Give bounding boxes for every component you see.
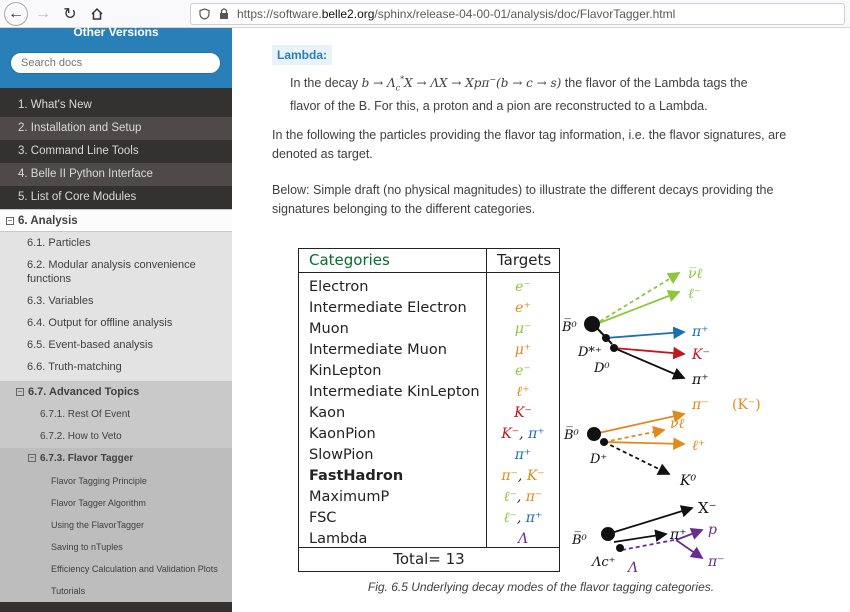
total-count: Total= 13 (393, 550, 465, 568)
target-part: π⁻ (525, 489, 543, 505)
toc-modular-analysis[interactable]: 6.2. Modular analysis convenience functions (27, 259, 196, 285)
toc-saving-ntuples[interactable]: Saving to nTuples (51, 542, 123, 552)
toc-using-flavortagger[interactable]: Using the FlavorTagger (51, 520, 145, 530)
table-row (299, 382, 559, 403)
category-label: Kaon (309, 405, 346, 421)
toc-variables[interactable]: 6.3. Variables (27, 295, 94, 307)
label-pi-plus-2: π⁺ (692, 372, 709, 388)
toc-tutorials[interactable]: Tutorials (51, 586, 86, 596)
figure-caption: Fig. 6.5 Underlying decay modes of the flavor tagging categories. (367, 580, 715, 594)
category-label: Muon (309, 321, 349, 337)
label-nu-l: νℓ (670, 416, 685, 432)
category-label: FastHadron (309, 468, 404, 484)
table-row (299, 277, 559, 298)
category-label: Intermediate Muon (309, 342, 447, 358)
url-bar[interactable] (190, 3, 845, 25)
header-targets: Targets (497, 251, 552, 269)
toc-truth-matching[interactable]: 6.6. Truth-matching (27, 361, 122, 373)
label-pi-plus-3: π⁺ (670, 527, 687, 543)
reload-icon[interactable]: ↻ (63, 5, 77, 23)
analysis-subtree (0, 232, 232, 381)
toc-flavor-algorithm[interactable]: Flavor Tagger Algorithm (51, 498, 146, 508)
table-rows (299, 277, 559, 550)
target-part: , (519, 426, 529, 442)
category-label: KinLepton (309, 363, 382, 379)
target-label (487, 424, 559, 445)
label-dstar: D*⁺ (578, 345, 602, 360)
label-b0-1: B̅⁰ (562, 320, 577, 335)
label-d0: D⁰ (594, 361, 610, 376)
toc-whats-new[interactable]: 1. What's New (18, 99, 92, 111)
browser-toolbar (0, 0, 850, 28)
target-label (487, 466, 559, 487)
label-pi-minus-2: π⁻ (708, 554, 725, 570)
targets-paragraph (272, 126, 832, 164)
back-arrow-icon[interactable]: ← (4, 2, 28, 26)
sidebar-header (0, 25, 232, 88)
lambda-text-line2: flavor of the B. For this, a proton and a pion are reconstructed to a Lambda. (290, 99, 708, 114)
label-pi-minus: π⁻ (692, 397, 709, 413)
target-label: e⁻ (515, 363, 531, 379)
toc-how-to-veto[interactable]: 6.7.2. How to Veto (40, 431, 122, 442)
label-b0-2: B̅⁰ (564, 428, 579, 443)
toc-analysis[interactable] (0, 209, 232, 232)
search-input[interactable] (10, 52, 221, 74)
decay-formula: $b \to \Lambda_c^*X \to \Lambda X \to Xp\pi^-(b \to c \to s)$ (361, 75, 562, 93)
toc-particles[interactable]: 6.1. Particles (27, 237, 91, 249)
toc-rest-of-event[interactable]: 6.7.1. Rest Of Event (40, 409, 131, 420)
label-k-minus-1: K⁻ (692, 347, 710, 363)
lambda-paragraph (290, 70, 830, 116)
label-lambda: Λ (628, 560, 639, 576)
target-part: , (516, 489, 526, 505)
category-label: KaonPion (309, 426, 376, 442)
category-label: Electron (309, 279, 369, 295)
home-icon[interactable] (85, 2, 109, 26)
label-b0-3: B̅⁰ (572, 533, 587, 548)
target-label: μ⁺ (514, 342, 532, 358)
toc-command-line-tools[interactable]: 3. Command Line Tools (18, 145, 139, 157)
toc-python-interface[interactable]: 4. Belle II Python Interface (0, 163, 232, 186)
category-label: FSC (309, 510, 337, 526)
lambda-text-post: the flavor of the Lambda tags the (561, 76, 748, 90)
lambda-heading: Lambda: (272, 45, 332, 65)
toc-core-modules[interactable]: 5. List of Core Modules (18, 191, 137, 203)
target-part: ℓ⁻ (503, 510, 517, 526)
target-part: K⁻ (501, 426, 520, 442)
toc-analysis-label: 6. Analysis (18, 215, 78, 227)
label-lambda-c: Λc⁺ (592, 555, 616, 570)
draft-paragraph (272, 181, 832, 219)
target-part: , (516, 510, 526, 526)
flavor-figure (298, 238, 786, 576)
forward-arrow-icon[interactable]: → (35, 4, 51, 22)
target-label: μ⁻ (514, 321, 532, 337)
toc-advanced-label: 6.7. Advanced Topics (28, 386, 140, 398)
table-row (299, 445, 559, 466)
toc-flavor-label: 6.7.3. Flavor Tagger (40, 453, 134, 464)
draft-line2: signatures belonging to the different categories. (272, 202, 536, 216)
table-row (299, 487, 559, 508)
toc-event-based[interactable]: 6.5. Event-based analysis (27, 339, 153, 351)
collapse-icon[interactable]: − (7, 215, 13, 225)
table-row (299, 361, 559, 382)
table-row (299, 298, 559, 319)
toc-advanced-topics[interactable] (0, 381, 232, 404)
other-versions-link[interactable]: Other Versions (73, 25, 159, 39)
target-part: K⁻ (526, 468, 545, 484)
target-label: K⁻ (514, 405, 532, 421)
toc-flavor-tagger[interactable] (0, 448, 232, 470)
targets-line2: denoted as target. (272, 147, 373, 161)
toc-output[interactable]: 6.4. Output for offline analysis (27, 317, 173, 329)
advanced-subtree (0, 404, 232, 448)
draft-line1: Below: Simple draft (no physical magnitudes) to illustrate the different decays providing the (272, 183, 774, 197)
table-row (299, 319, 559, 340)
url-domain: belle2.org (321, 7, 375, 21)
target-label: π⁺ (514, 447, 532, 463)
label-nu-bar: ν̅ℓ (688, 266, 703, 282)
flavor-subtree (0, 470, 232, 602)
table-row (299, 424, 559, 445)
table-row (299, 340, 559, 361)
shield-icon[interactable] (197, 7, 211, 21)
total-divider (299, 547, 559, 548)
toc-installation[interactable]: 2. Installation and Setup (0, 117, 232, 140)
target-label (487, 487, 559, 508)
label-k-minus-paren: (K⁻) (732, 397, 761, 413)
toc-efficiency[interactable]: Efficiency Calculation and Validation Plots (51, 564, 218, 574)
target-label: ℓ⁺ (516, 384, 530, 400)
label-pi-plus-1: π⁺ (692, 324, 709, 340)
targets-line1: In the following the particles providing the flavor tag information, i.e. the flavor signatures, are (272, 128, 787, 142)
category-label: Lambda (309, 531, 368, 547)
url-prefix: https://software. (237, 7, 322, 21)
target-part: π⁻ (501, 468, 518, 484)
categories-table (298, 248, 560, 572)
lambda-text-pre: In the decay (290, 76, 362, 90)
target-part: π⁺ (525, 510, 543, 526)
collapse-icon[interactable]: − (29, 453, 35, 463)
decay-group-2 (563, 397, 761, 489)
category-label: Intermediate KinLepton (309, 384, 480, 400)
decay-group-3 (571, 499, 725, 576)
target-label: Λ (517, 531, 529, 547)
category-label: MaximumP (309, 489, 390, 505)
target-label: e⁻ (515, 279, 531, 295)
label-x-minus: X⁻ (698, 499, 717, 517)
label-p: p (708, 522, 717, 538)
target-part: , (517, 468, 527, 484)
url-path: /sphinx/release-04-00-01/analysis/doc/FlavorTagger.html (374, 7, 676, 21)
table-row (299, 508, 559, 529)
table-row (299, 466, 559, 487)
target-part: π⁺ (528, 426, 545, 442)
decay-diagram (564, 238, 786, 576)
decay-group-1 (561, 266, 710, 388)
sidebar (0, 25, 232, 612)
label-d-plus: D⁺ (590, 452, 608, 467)
category-label: Intermediate Electron (309, 300, 467, 316)
table-row (299, 403, 559, 424)
main-content (232, 28, 850, 612)
header-categories: Categories (309, 251, 390, 269)
lock-icon[interactable] (217, 7, 231, 21)
target-label (487, 508, 559, 529)
label-l-minus: ℓ⁻ (688, 286, 702, 302)
toc-flavor-principle[interactable]: Flavor Tagging Principle (51, 476, 147, 486)
collapse-icon[interactable]: − (17, 387, 23, 397)
category-label: SlowPion (309, 447, 374, 463)
target-part: ℓ⁻ (503, 489, 517, 505)
label-l-plus: ℓ⁺ (692, 438, 706, 454)
label-k0: K⁰ (680, 473, 697, 489)
target-label: e⁺ (515, 300, 531, 316)
